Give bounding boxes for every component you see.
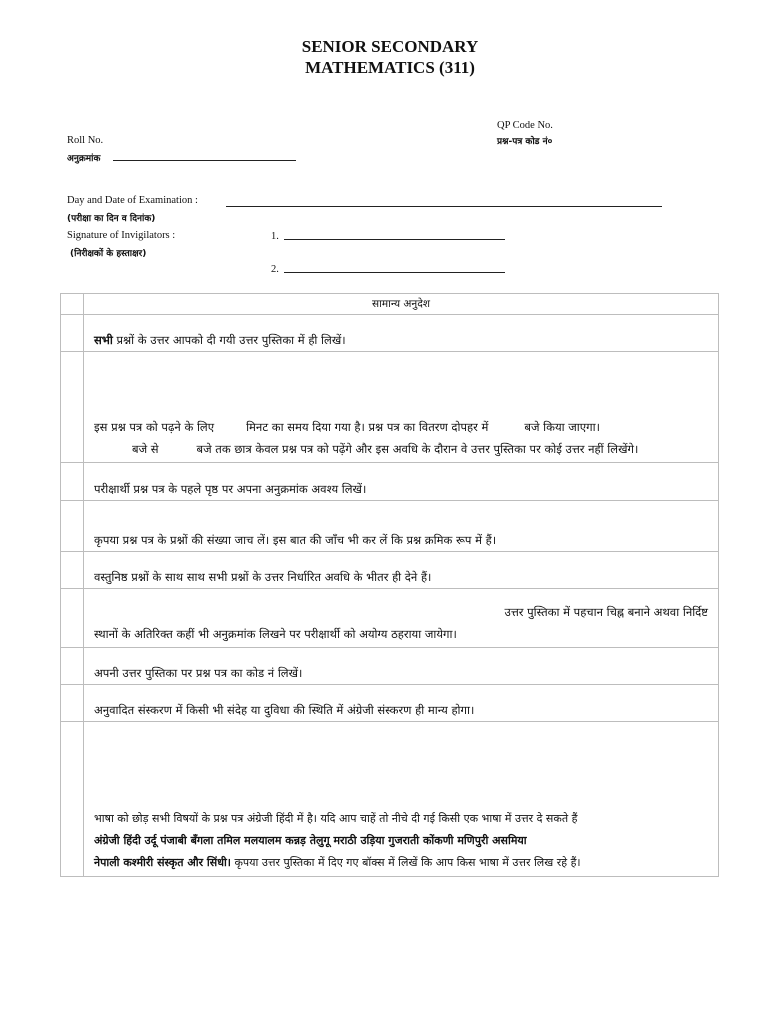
instruction-1-text: प्रश्नों के उत्तर आपको दी गयी उत्तर पुस्तिका में ही लिखें। <box>112 333 346 347</box>
instruction-6-part-a: उत्तर पुस्तिका में पहचान चिह्न बनाने अथवा निर्दिष्ट <box>504 605 708 619</box>
instruction-9-note: कृपया उत्तर पुस्तिका में दिए गए बॉक्स में लिखें कि आप किस भाषा में उत्तर लिख रहे हैं। <box>230 856 581 869</box>
instruction-9-part-a: भाषा को छोड़ सभी विषयों के प्रश्न पत्र अंग्रेजी हिंदी में है। यदि आप चाहें तो नीचे दी गई किसी एक भाषा में उत्तर दे सकते हैं <box>94 812 578 825</box>
instruction-8: अनुवादित संस्करण में किसी भी संदेह या दुविधा की स्थिति में अंग्रेजी संस्करण ही मान्य होगा। <box>84 685 719 722</box>
invigilator-1-number: 1. <box>271 231 279 242</box>
exam-title-line2: MATHEMATICS (311) <box>305 58 475 77</box>
qp-code-label-hindi: प्रश्न-पत्र कोड नं० <box>497 137 553 147</box>
instruction-5: वस्तुनिष्ठ प्रश्नों के साथ साथ सभी प्रश्नों के उत्तर निर्धारित अवधि के भीतर ही देने हैं। <box>84 552 719 589</box>
instruction-7: अपनी उत्तर पुस्तिका पर प्रश्न पत्र का कोड नं लिखें। <box>84 648 719 685</box>
exam-title-line1: SENIOR SECONDARY <box>301 37 479 56</box>
instruction-6-part-b: स्थानों के अतिरिक्त कहीं भी अनुक्रमांक लिखने पर परीक्षार्थी को अयोग्य ठहराया जायेगा। <box>94 627 457 641</box>
invigilators-label-hindi: (निरीक्षकों के हस्ताक्षर) <box>70 249 147 259</box>
roll-no-label: Roll No. <box>67 135 104 146</box>
instruction-2 <box>84 352 719 463</box>
instruction-9 <box>84 722 719 877</box>
qp-code-label: QP Code No. <box>497 120 553 131</box>
instruction-2-part-a: इस प्रश्न पत्र को पढ़ने के लिए <box>94 420 215 434</box>
instruction-2-part-e: बजे तक छात्र केवल प्रश्न पत्र को पढ़ेंगे और इस अवधि के दौरान वे उत्तर पुस्तिका पर कोई उत्तर नहीं लिखेंगे। <box>196 442 639 456</box>
instructions-heading: सामान्य अनुदेश <box>84 294 719 315</box>
instruction-9-languages: अंग्रेजी हिंदी उर्दू पंजाबी बँगला तमिल मलयालम कन्नड़ तेलुगू मराठी उड़िया गुजराती कोंकणी मणिपुरी असमिया <box>94 834 527 847</box>
roll-no-label-hindi: अनुक्रमांक <box>67 154 101 164</box>
invigilator-2-field[interactable] <box>284 272 505 273</box>
instruction-1-bold: सभी <box>94 333 113 347</box>
instruction-6 <box>84 589 719 648</box>
roll-no-field[interactable] <box>113 160 296 161</box>
exam-date-field[interactable] <box>226 206 662 207</box>
exam-date-label-hindi: (परीक्षा का दिन व दिनांक) <box>67 214 156 224</box>
instruction-4: कृपया प्रश्न पत्र के प्रश्नों की संख्या जाच लें। इस बात की जाँच भी कर लें कि प्रश्न क्रमिक रूप में हैं। <box>84 501 719 552</box>
invigilator-1-field[interactable] <box>284 239 505 240</box>
invigilators-label: Signature of Invigilators : <box>67 230 176 241</box>
instruction-2-part-c: बजे किया जाएगा। <box>524 420 600 434</box>
invigilator-2-number: 2. <box>271 264 279 275</box>
exam-date-label: Day and Date of Examination : <box>67 195 198 206</box>
instruction-3: परीक्षार्थी प्रश्न पत्र के पहले पृष्ठ पर अपना अनुक्रमांक अवश्य लिखें। <box>84 463 719 501</box>
instruction-1 <box>84 315 719 352</box>
instruction-9-part-c <box>94 852 708 874</box>
instructions-table <box>60 293 719 877</box>
instruction-9-languages-end: नेपाली कश्मीरी संस्कृत और सिंधी। <box>94 856 231 869</box>
instruction-2-part-b: मिनट का समय दिया गया है। प्रश्न पत्र का वितरण दोपहर में <box>246 420 489 434</box>
instruction-2-part-d: बजे से <box>132 442 159 456</box>
